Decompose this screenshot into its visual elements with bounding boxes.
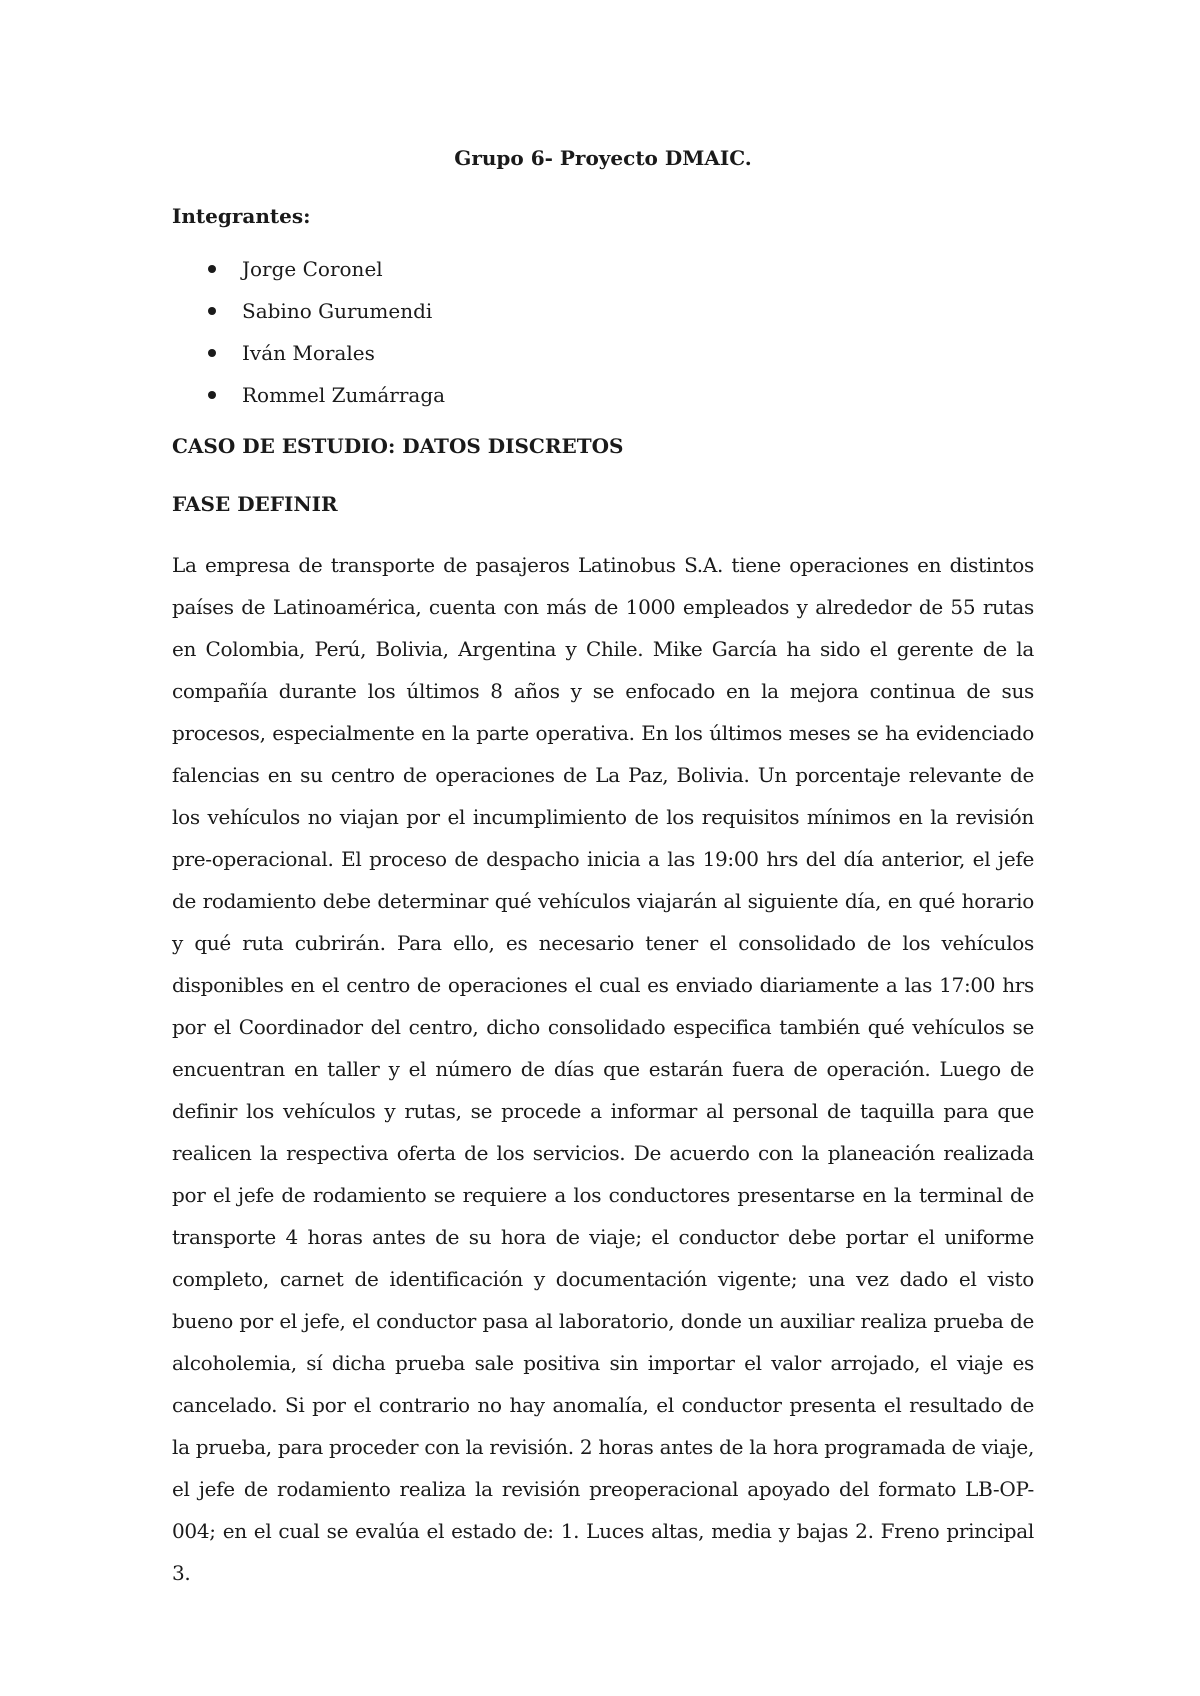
members-list bbox=[172, 248, 1034, 416]
bullet-icon bbox=[208, 349, 216, 357]
body-paragraph: La empresa de transporte de pasajeros Latinobus S.A. tiene operaciones en distintos países de Latinoamérica, cuenta con más de 1000 empleados y alrededor de 55 rutas en Colombia, Perú, Bolivia, Argentina y Chile. Mike García ha sido el gerente de la compañía durante los últimos 8 años y se enfocado en la mejora continua de sus procesos, especialmente en la parte operativa. En los últimos meses se ha evidenciado falencias en su centro de operaciones de La Paz, Bolivia. Un porcentaje relevante de los vehículos no viajan por el incumplimiento de los requisitos mínimos en la revisión pre-operacional. El proceso de despacho inicia a las 19:00 hrs del día anterior, el jefe de rodamiento debe determinar qué vehículos viajarán al siguiente día, en qué horario y qué ruta cubrirán. Para ello, es necesario tener el consolidado de los vehículos disponibles en el centro de operaciones el cual es enviado diariamente a las 17:00 hrs por el Coordinador del centro, dicho consolidado especifica también qué vehículos se encuentran en taller y el número de días que estarán fuera de operación. Luego de definir los vehículos y rutas, se procede a informar al personal de taquilla para que realicen la respectiva oferta de los servicios. De acuerdo con la planeación realizada por el jefe de rodamiento se requiere a los conductores presentarse en la terminal de transporte 4 horas antes de su hora de viaje; el conductor debe portar el uniforme completo, carnet de identificación y documentación vigente; una vez dado el visto bueno por el jefe, el conductor pasa al laboratorio, donde un auxiliar realiza prueba de alcoholemia, sí dicha prueba sale positiva sin importar el valor arrojado, el viaje es cancelado. Si por el contrario no hay anomalía, el conductor presenta el resultado de la prueba, para proceder con la revisión. 2 horas antes de la hora programada de viaje, el jefe de rodamiento realiza la revisión preoperacional apoyado del formato LB-OP-004; en el cual se evalúa el estado de: 1. Luces altas, media y bajas 2. Freno principal 3. bbox=[172, 553, 1034, 1585]
member-name: Jorge Coronel bbox=[242, 257, 383, 281]
document-title: Grupo 6- Proyecto DMAIC. bbox=[454, 146, 752, 170]
member-name: Iván Morales bbox=[242, 341, 375, 365]
members-heading: Integrantes: bbox=[172, 204, 311, 228]
list-item bbox=[208, 332, 1034, 374]
bullet-icon bbox=[208, 307, 216, 315]
list-item bbox=[208, 374, 1034, 416]
list-item bbox=[208, 290, 1034, 332]
document-page bbox=[172, 146, 1034, 1594]
member-name: Sabino Gurumendi bbox=[242, 299, 433, 323]
list-item bbox=[208, 248, 1034, 290]
case-heading: CASO DE ESTUDIO: DATOS DISCRETOS bbox=[172, 434, 624, 458]
bullet-icon bbox=[208, 391, 216, 399]
member-name: Rommel Zumárraga bbox=[242, 383, 446, 407]
phase-heading: FASE DEFINIR bbox=[172, 492, 338, 516]
bullet-icon bbox=[208, 265, 216, 273]
